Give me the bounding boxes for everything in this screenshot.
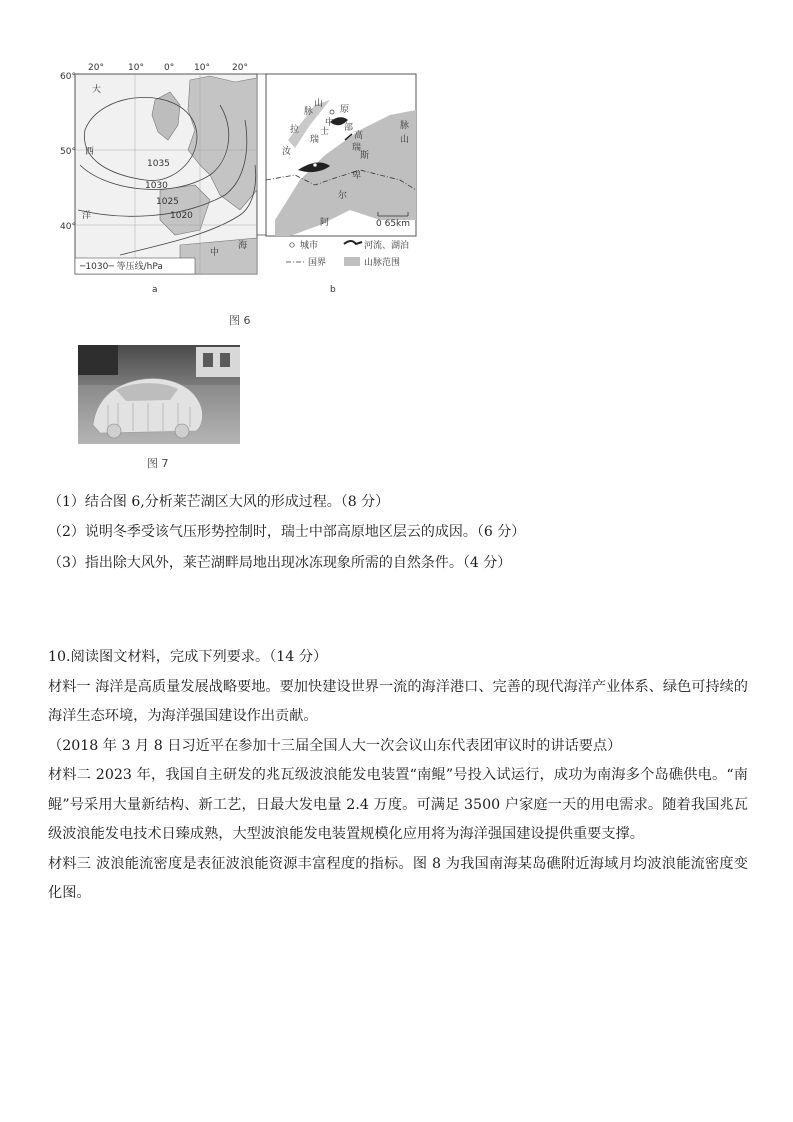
- map-b-sublabel: b: [330, 285, 336, 295]
- map-b-text: 山: [400, 135, 410, 145]
- question-2: （2）说明冬季受该气压形势控制时，瑞士中部高原地区层云的成因。（6 分）: [48, 524, 526, 540]
- map-b-scale: 0 65km: [376, 219, 411, 229]
- question-10: [48, 643, 748, 909]
- isobar-label: 1020: [170, 211, 193, 221]
- map-b-text: 脉: [304, 107, 314, 117]
- legend-river: 河流、湖泊: [364, 241, 410, 251]
- q10-material-2: 材料二 2023 年，我国自主研发的兆瓦级波浪能发电装置“南鲲”号投入试运行，成功为南海多个岛礁供电。“南鲲”号采用大量新结构、新工艺，日最大发电量 2.4 万度。可满足 3500 户家庭一天的用电需求。随着我国兆瓦级波浪能发电技术日臻成熟，大型波浪能发电装置规模化应用将为海洋强国建设提供重要支撑。: [48, 767, 748, 842]
- legend-city: 城市: [300, 241, 319, 251]
- lon-label: 0°: [164, 63, 175, 73]
- lat-label: 60°: [60, 72, 76, 82]
- frozen-car-image: [78, 345, 240, 444]
- figure-7-photo: [78, 345, 240, 444]
- map-b-text: 脉: [400, 121, 410, 131]
- map-text-zhong: 中: [210, 248, 220, 258]
- lon-label: 10°: [128, 63, 144, 73]
- map-b-text: 部: [344, 123, 354, 133]
- map-text-hai: 海: [238, 241, 248, 251]
- question-3: （3）指出除大风外，莱芒湖畔局地出现冰冻现象所需的自然条件。（4 分）: [48, 555, 512, 571]
- map-b-text: 尔: [338, 191, 348, 201]
- q10-heading: 10.阅读图文材料，完成下列要求。（14 分）: [48, 649, 328, 665]
- isobar-label: 1030: [145, 181, 168, 191]
- q10-material-1: 材料一 海洋是高质量发展战略要地。要加快建设世界一流的海洋港口、完善的现代海洋产业体系、绿色可持续的海洋生态环境，为海洋强国建设作出贡献。: [48, 678, 748, 724]
- legend-mountain: 山脉范围: [364, 258, 401, 268]
- q10-material-3: 材料三 波浪能流密度是表征波浪能资源丰富程度的指标。图 8 为我国南海某岛礁附近海域月均波浪能流密度变化图。: [48, 855, 748, 901]
- map-b-text: 原: [340, 105, 350, 115]
- map-b-text: 汝: [282, 147, 292, 157]
- lat-label: 50°: [60, 147, 76, 157]
- legend-border: 国界: [308, 258, 327, 268]
- figure-6-caption: 图 6: [229, 314, 251, 327]
- lat-label: 40°: [60, 222, 76, 232]
- map-b-text: 瑞: [352, 143, 362, 153]
- map-b-text: 卑: [352, 171, 362, 181]
- map-text-xi: 西: [85, 147, 95, 157]
- map-a-legend: ─1030─ 等压线/hPa: [80, 262, 163, 272]
- map-b-text: 阿: [320, 218, 330, 228]
- lon-label: 10°: [194, 63, 210, 73]
- map-b-text: 斯: [360, 151, 370, 161]
- map-b-text: 高: [354, 131, 364, 141]
- map-b-text: 中: [325, 118, 335, 128]
- q10-source: （2018 年 3 月 8 日习近平在参加十三届全国人大一次会议山东代表团审议时的讲话要点）: [48, 737, 622, 754]
- map-text-yang: 洋: [82, 211, 92, 221]
- isobar-label: 1025: [156, 197, 179, 207]
- lon-label: 20°: [232, 63, 248, 73]
- figure-7-caption: 图 7: [147, 457, 169, 470]
- question-1: （1）结合图 6,分析莱芒湖区大风的形成过程。（8 分）: [48, 494, 390, 510]
- isobar-label: 1035: [147, 159, 170, 169]
- map-a-sublabel: a: [152, 285, 158, 295]
- figure-6: [60, 63, 418, 302]
- map-b-text: 瑞: [310, 135, 320, 145]
- lon-label: 20°: [88, 63, 104, 73]
- map-text-da: 大: [92, 85, 102, 95]
- map-b-text: 山: [314, 99, 324, 109]
- map-b-text: 拉: [290, 125, 300, 135]
- map-b-text: 士: [320, 127, 330, 137]
- figure-6-maps: [60, 63, 418, 302]
